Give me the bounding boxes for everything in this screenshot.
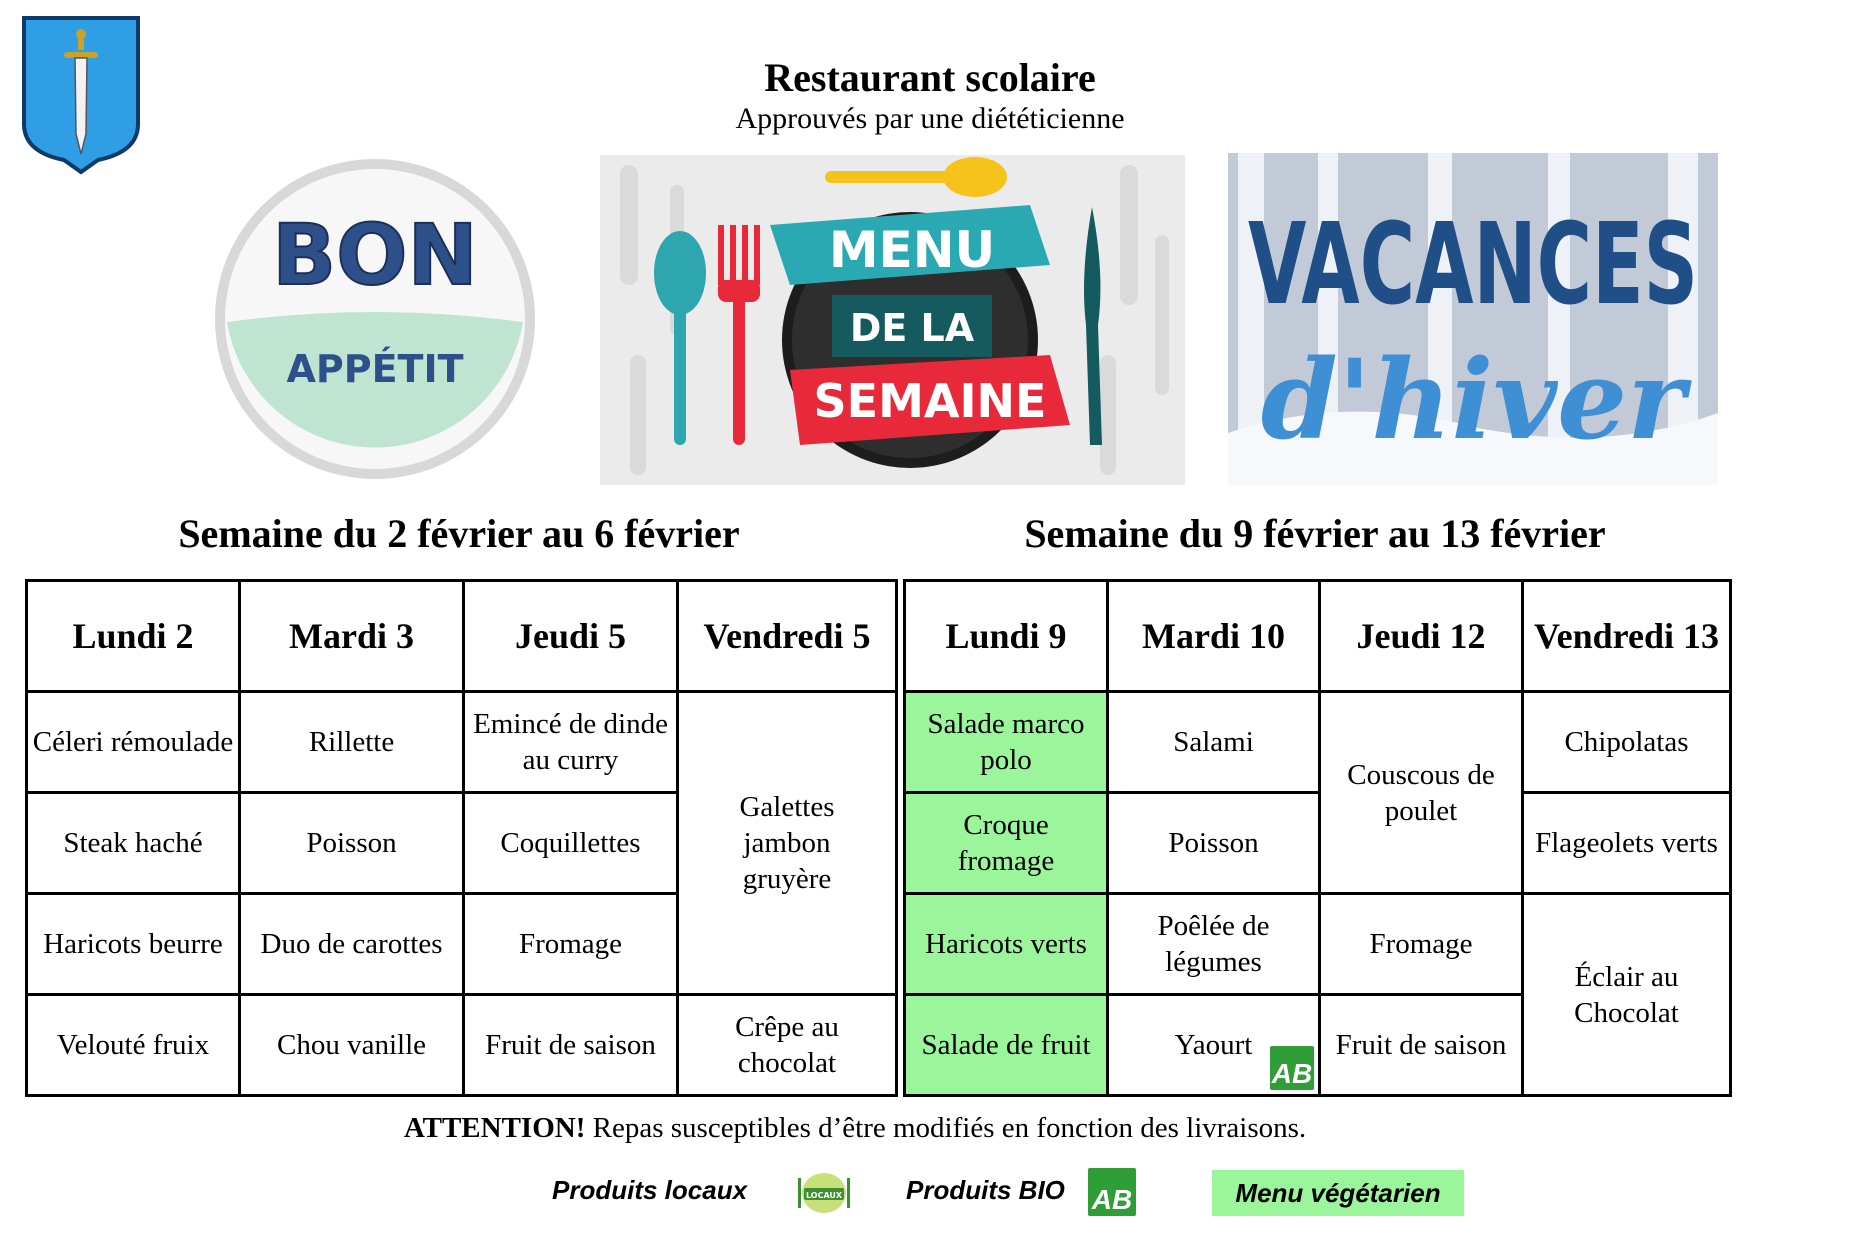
menu-text: MENU	[828, 221, 996, 279]
day-header: Vendredi 13	[1523, 581, 1731, 692]
menu-cell: Poisson	[1108, 793, 1320, 894]
day-header: Vendredi 5	[678, 581, 897, 692]
week2-title: Semaine du 9 février au 13 février	[1024, 511, 1606, 556]
day-header: Mardi 3	[240, 581, 464, 692]
svg-text:LOCAUX: LOCAUX	[805, 1191, 843, 1200]
menu-item-text: Yaourt	[1174, 1029, 1253, 1061]
menu-cell: Chou vanille	[240, 995, 464, 1096]
menu-cell: Crêpe au chocolat	[678, 995, 897, 1096]
menu-cell: Galettes jambon gruyère	[678, 692, 897, 995]
menu-cell: Salami	[1108, 692, 1320, 793]
week2-menu-table	[903, 579, 1732, 1097]
menu-cell: Duo de carottes	[240, 894, 464, 995]
table-header-row	[905, 581, 1731, 692]
week1-title: Semaine du 2 février au 6 février	[178, 511, 740, 556]
menu-cell: Éclair au Chocolat	[1523, 894, 1731, 1096]
table-row	[27, 692, 897, 793]
menu-cell: Emincé de dinde au curry	[464, 692, 678, 793]
bon-appetit-image	[205, 152, 545, 486]
menu-cell: Couscous de poulet	[1320, 692, 1523, 894]
menu-cell: Céleri rémoulade	[27, 692, 240, 793]
legend-bio-label: Produits BIO	[906, 1175, 1065, 1205]
menu-cell: Flageolets verts	[1523, 793, 1731, 894]
semaine-text: SEMAINE	[813, 374, 1047, 428]
menu-cell: Fromage	[464, 894, 678, 995]
day-header: Jeudi 12	[1320, 581, 1523, 692]
vacances-hiver-image	[1228, 153, 1718, 485]
appetit-text: APPÉTIT	[286, 347, 464, 391]
menu-cell: Fruit de saison	[464, 995, 678, 1096]
menu-cell-vegetarian: Salade marco polo	[905, 692, 1108, 793]
legend-local-label: Produits locaux	[552, 1175, 748, 1205]
bon-text: BON	[272, 206, 478, 304]
page-subtitle: Approuvés par une diététicienne	[735, 102, 1125, 135]
menu-cell: Coquillettes	[464, 793, 678, 894]
menu-cell: Chipolatas	[1523, 692, 1731, 793]
week1-menu-table	[25, 579, 898, 1097]
menu-cell-vegetarian: Salade de fruit	[905, 995, 1108, 1096]
legend-veg-label: Menu végétarien	[1235, 1177, 1441, 1208]
menu-cell: Poisson	[240, 793, 464, 894]
day-header: Lundi 9	[905, 581, 1108, 692]
menu-cell	[1108, 995, 1320, 1096]
table-row	[27, 995, 897, 1096]
de-la-text: DE LA	[849, 306, 975, 350]
menu-cell: Fromage	[1320, 894, 1523, 995]
menu-cell: Rillette	[240, 692, 464, 793]
day-header: Mardi 10	[1108, 581, 1320, 692]
vacances-text: VACANCES	[1248, 200, 1698, 330]
bio-ab-icon: AB	[1088, 1168, 1136, 1216]
hiver-text: d'hiver	[1260, 335, 1686, 464]
produits-locaux-icon	[796, 1168, 852, 1218]
table-row	[905, 793, 1731, 894]
legend-vegetarian	[1212, 1170, 1464, 1216]
day-header: Lundi 2	[27, 581, 240, 692]
table-row	[905, 894, 1731, 995]
menu-cell: Fruit de saison	[1320, 995, 1523, 1096]
menu-cell: Steak haché	[27, 793, 240, 894]
bio-ab-icon: AB	[1270, 1046, 1314, 1090]
menu-cell: Velouté fruix	[27, 995, 240, 1096]
menu-cell: Haricots beurre	[27, 894, 240, 995]
attention-note	[0, 1112, 1710, 1145]
menu-cell-vegetarian: Croque fromage	[905, 793, 1108, 894]
menu-cell-vegetarian: Haricots verts	[905, 894, 1108, 995]
page-title: Restaurant scolaire	[764, 55, 1096, 100]
attention-label: ATTENTION!	[403, 1112, 586, 1144]
menu-semaine-image	[600, 155, 1185, 485]
attention-text: Repas susceptibles d’être modifiés en fonction des livraisons.	[585, 1112, 1307, 1144]
table-row	[905, 692, 1731, 793]
day-header: Jeudi 5	[464, 581, 678, 692]
table-header-row	[27, 581, 897, 692]
menu-cell: Poêlée de légumes	[1108, 894, 1320, 995]
